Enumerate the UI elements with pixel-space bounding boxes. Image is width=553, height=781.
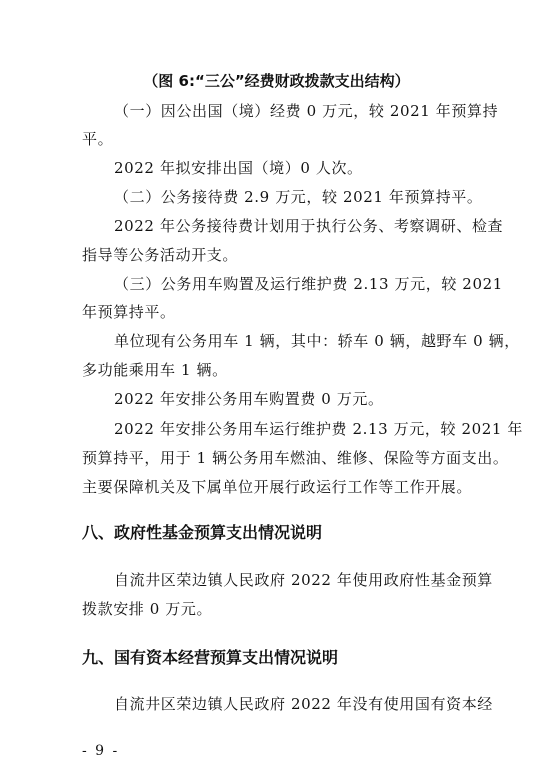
paragraph-line: 2022 年公务接待费计划用于执行公务、考察调研、检查 [114,217,504,235]
paragraph-line: 2022 年拟安排出国（境）0 人次。 [114,159,363,177]
paragraph-line: 单位现有公务用车 1 辆，其中：轿车 0 辆，越野车 0 辆， [114,332,520,350]
section-heading-9: 九、国有资本经营预算支出情况说明 [82,648,339,667]
paragraph-line: 多功能乘用车 1 辆。 [82,361,228,379]
paragraph-line: 平。 [82,130,114,148]
paragraph-line: （二）公务接待费 2.9 万元，较 2021 年预算持平。 [114,188,483,206]
paragraph-line: （三）公务用车购置及运行维护费 2.13 万元，较 2021 [114,275,503,293]
paragraph-line: 拨款安排 0 万元。 [82,600,213,618]
paragraph-line: 自流井区荣边镇人民政府 2022 年使用政府性基金预算 [114,571,493,589]
paragraph-line: 指导等公务活动开支。 [82,246,239,264]
page-number: - 9 - [82,743,120,759]
paragraph-line: 年预算持平。 [82,303,176,321]
paragraph-line: 主要保障机关及下属单位开展行政运行工作等工作开展。 [82,478,473,496]
paragraph-line: 2022 年安排公务用车运行维护费 2.13 万元，较 2021 年 [114,420,523,438]
figure-caption: （图 6:“三公”经费财政拨款支出结构） [143,72,410,90]
section-heading-8: 八、政府性基金预算支出情况说明 [82,523,323,542]
paragraph-line: 预算持平，用于 1 辆公务用车燃油、维修、保险等方面支出。 [82,449,509,467]
paragraph-line: 2022 年安排公务用车购置费 0 万元。 [114,390,384,408]
paragraph-line: （一）因公出国（境）经费 0 万元，较 2021 年预算持 [114,102,499,120]
paragraph-line: 自流井区荣边镇人民政府 2022 年没有使用国有资本经 [114,695,493,713]
